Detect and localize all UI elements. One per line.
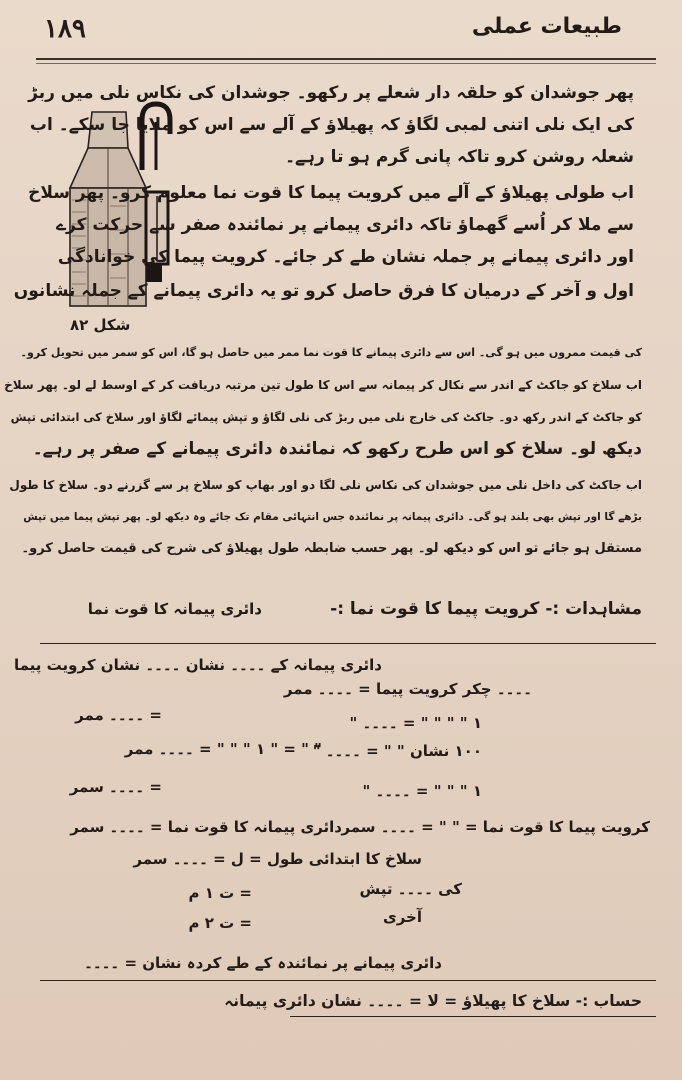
obs-row1-left: ۔۔۔۔ چکر کرویت پیما = ۔۔۔۔ ممر xyxy=(283,680,532,698)
obs-row2-left: ۱ " " " " = ۔۔۔۔ " xyxy=(349,714,482,732)
circular-scale-heading: دائری پیمانہ کا قوت نما xyxy=(87,600,262,618)
header-rule xyxy=(36,58,656,60)
text-line: اب طولی پھیلاؤ کے آلے میں کرویت پیما کا قوت نما معلوم کرو۔ پھر سلاخ xyxy=(28,183,634,203)
rod-initial-length: سلاخ کا ابتدائی طول = ل = ۔۔۔۔ سمر xyxy=(133,850,422,868)
observations-rule xyxy=(40,643,656,644)
header-rule-thin xyxy=(36,63,656,64)
text-line: سے ملا کر اُسے گھماؤ تاکہ دائری پیمانے پر نمائندہ صفر سے حرکت کرے xyxy=(56,215,634,235)
text-line: اول و آخر کے درمیان کا فرق حاصل کرو تو یہ دائری پیمانے کے جملہ نشانوں xyxy=(13,281,634,301)
obs-row4-left: ۱ " " " = ۔۔۔۔ " xyxy=(362,782,482,800)
obs-row1-right: دائری پیمانہ کے ۔۔۔۔ نشان ۔۔۔۔ نشان کرویت پیما xyxy=(13,656,382,674)
temperature-label: کی ۔۔۔۔ تپش xyxy=(359,880,462,898)
obs-row5-left: کرویت پیما کا قوت نما = " " = ۔۔۔۔ سمر xyxy=(341,818,650,836)
text-line: اب جاکٹ کی داخل نلی میں جوشدان کی نکاس نلی لگا دو اور بھاپ کو سلاخ پر سے گزرنے دو۔ سلاخ کا طول xyxy=(9,478,642,492)
text-line: کو جاکٹ کے اندر رکھ دو۔ جاکٹ کی خارج نلی میں ربڑ کی نلی لگاؤ و تپش پیمائے لگاؤ اور سلاخ کی ابتدائی تپش xyxy=(10,410,642,424)
text-line: پھر جوشدان کو حلقہ دار شعلے پر رکھو۔ جوشدان کی نکاس نلی میں ربڑ xyxy=(28,83,634,103)
text-line: کی قیمت ممروں میں ہو گی۔ اس سے دائری پیمانے کا قوت نما ممر میں حاصل ہو گا، اس کو سمر میں تحویل کرو۔ xyxy=(20,346,642,359)
calc-underline xyxy=(290,1016,656,1017)
book-title: طبیعات عملی xyxy=(471,14,622,39)
text-line: مستقل ہو جائے تو اس کو دیکھ لو۔ پھر حسب ضابطہ طول پھیلاؤ کی شرح کی قیمت حاصل کرو۔ xyxy=(21,541,642,556)
figure-caption: شکل ۸۲ xyxy=(70,316,131,334)
page-number: ۱۸۹ xyxy=(44,14,86,44)
observations-heading: مشاہدات :- کرویت پیما کا قوت نما :- xyxy=(330,599,642,619)
page-header xyxy=(0,0,682,62)
text-line: کی ایک نلی اتنی لمبی لگاؤ کہ پھیلاؤ کے آلے سے اس کو ملایا جا سکے۔ اب xyxy=(29,115,634,135)
obs-row5-right: دائری پیمانہ کا قوت نما = ۔۔۔۔ سمر xyxy=(70,818,342,836)
text-line: دیکھ لو۔ سلاخ کو اس طرح رکھو کہ نمائندہ دائری پیمانے کے صفر پر رہے۔ xyxy=(32,439,642,459)
calculation-line: حساب :- سلاخ کا پھیلاؤ = لا = ۔۔۔۔ نشان دائری پیمانہ xyxy=(224,992,642,1010)
obs-row3-left: ۱۰۰ نشان " " = ۔۔۔۔ " xyxy=(312,742,482,760)
obs-row3-right: " " = " ۱ " " " = ۔۔۔۔ ممر xyxy=(124,740,322,758)
text-line: شعلہ روشن کرو تاکہ پانی گرم ہو تا رہے۔ xyxy=(285,147,634,167)
text-line: اب سلاخ کو جاکٹ کے اندر سے نکال کر پیمانہ سے اس کا طول تین مرتبہ دریافت کر کے اوسط لے لو۔ پھر سلاخ xyxy=(4,378,642,392)
calc-rule xyxy=(40,980,656,981)
temperature-final: = ت ۲ م xyxy=(188,914,252,932)
text-line: اور دائری پیمانے پر جملہ نشان طے کر جائے۔ کرویت پیما کی خوانادگی xyxy=(57,247,634,267)
scale-marks-travelled: دائری پیمانے پر نمائندہ کے طے کردہ نشان = ۔۔۔۔ xyxy=(84,954,442,972)
text-line: بڑھے گا اور تپش بھی بلند ہو گی۔ دائری پیمانہ پر نمائندہ جس انتہائی مقام تک جائے وہ دیکھ لو۔ پھر تپش پیما میں تپش xyxy=(23,511,642,523)
obs-row2-right: = ۔۔۔۔ ممر xyxy=(75,706,162,724)
temperature-last-label: آخری xyxy=(382,908,422,926)
temperature-initial: = ت ۱ م xyxy=(188,884,252,902)
obs-row4-right: = ۔۔۔۔ سمر xyxy=(69,778,162,796)
